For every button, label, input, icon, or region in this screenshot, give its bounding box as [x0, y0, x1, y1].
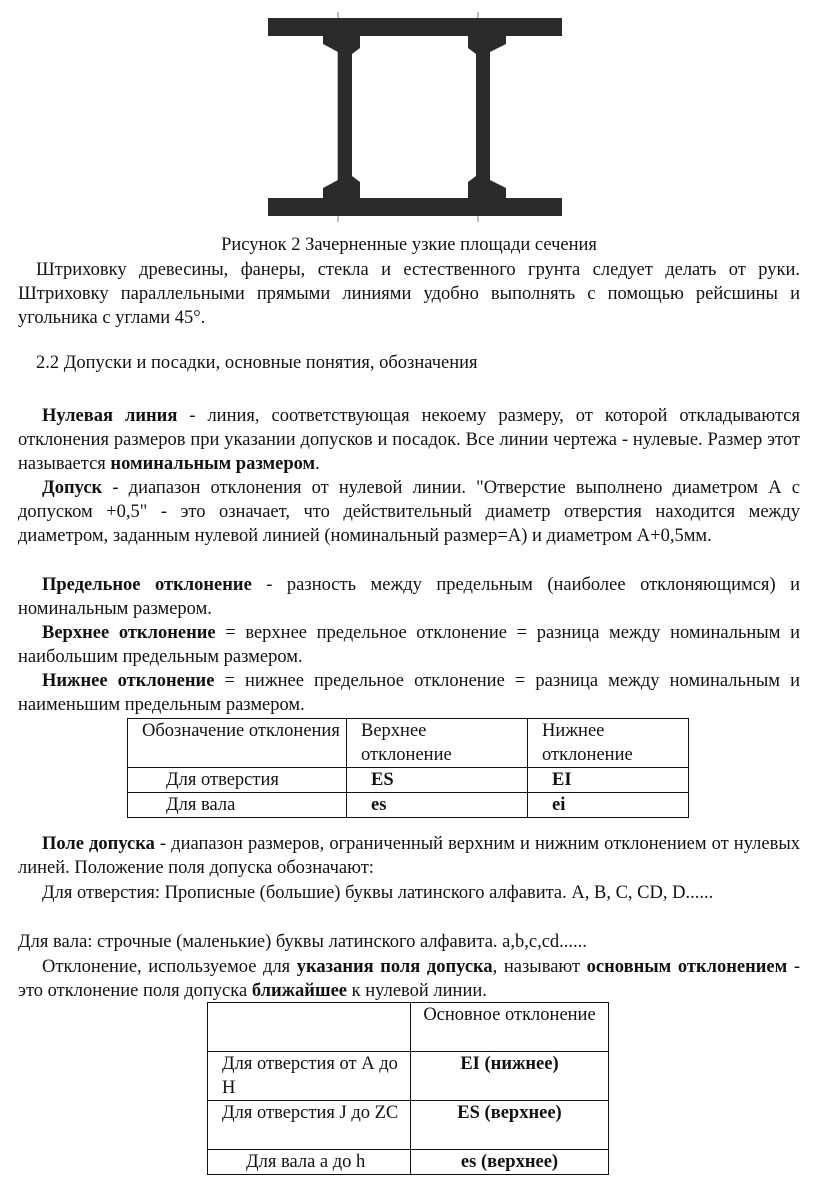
basic-deviation-paragraph: [18, 955, 800, 1003]
table-cell: es (верхнее): [411, 1150, 609, 1175]
zero-line-paragraph: [18, 404, 800, 476]
tolerance-field-text: - диапазон размеров, ограниченный верхним и нижним отклонением от нулевых линей. Положение поля допуска обозначают:: [18, 834, 801, 878]
table-cell-text: Для отверстия от А до Н: [222, 1054, 398, 1098]
upper-deviation-paragraph: [18, 621, 800, 669]
table-cell: Для вала a до h: [208, 1150, 411, 1175]
basic-deviation-text: - это отклонение поля допуска: [18, 957, 800, 1001]
table-row: [208, 1150, 609, 1175]
section-heading: 2.2 Допуски и посадки, основные понятия, обозначения: [36, 353, 478, 373]
table-row: [128, 793, 689, 818]
basic-deviation-bold: указания поля допуска: [296, 957, 493, 977]
table-header-row: [208, 1003, 609, 1052]
zero-line-text: - линия, соответствующая некоему размеру, от которой откладываются отклонения размеров при указании допусков и посадок. Все линии чертежа - нулевые. Размер этот называется: [18, 406, 801, 474]
table-cell: EI (нижнее): [411, 1052, 609, 1101]
section-figure: [268, 12, 562, 222]
table-cell: ei: [528, 793, 689, 818]
zero-line-term: Нулевая линия: [42, 406, 178, 426]
table-header-cell: [208, 1003, 411, 1052]
lower-deviation-text: = нижнее предельное отклонение = разница между номинальным и наименьшим предельным размером.: [18, 671, 800, 715]
table-header-row: [128, 719, 689, 768]
tolerance-field-term: Поле допуска: [42, 834, 155, 854]
basic-deviation-table: [207, 1002, 609, 1175]
basic-deviation-bold: основным отклонением: [586, 957, 788, 977]
table-cell: Для вала: [128, 793, 347, 818]
upper-deviation-term: Верхнее отклонение: [42, 623, 216, 643]
lower-deviation-paragraph: [18, 669, 800, 717]
table-cell: ES: [347, 768, 528, 793]
table-cell-text: Для отверстия J до ZC: [222, 1103, 399, 1123]
deviation-notation-table: [127, 718, 689, 818]
limit-deviation-text: - разность между предельным (наиболее отклоняющимся) и номинальным размером.: [18, 575, 800, 619]
basic-deviation-text: , называют: [492, 957, 587, 977]
basic-deviation-text: Отклонение, используемое для: [42, 957, 297, 977]
table-header-cell: Основное отклонение: [411, 1003, 609, 1052]
table-cell: [208, 1101, 411, 1150]
figure-caption: Рисунок 2 Зачерненные узкие площади сечения: [221, 235, 597, 255]
basic-deviation-text: к нулевой линии.: [347, 981, 487, 1001]
table-header-cell: Верхнее отклонение: [347, 719, 528, 768]
table-header-cell: Нижнее отклонение: [528, 719, 689, 768]
tolerance-term: Допуск: [42, 478, 103, 498]
limit-deviation-term: Предельное отклонение: [42, 575, 252, 595]
table-row: [208, 1101, 609, 1150]
table-cell: Для отверстия: [128, 768, 347, 793]
upper-deviation-text: = верхнее предельное отклонение = разница между номинальным и наибольшим предельным размером.: [18, 623, 800, 667]
tolerance-field-paragraph: [18, 832, 800, 880]
tolerance-text: - диапазон отклонения от нулевой линии. "Отверстие выполнено диаметром А с допуском +0,5" - это означает, что действительный диаметр отверстия находится между диаметром, заданным нулевой линией (номинальный размер=А) и диаметром А+0,5мм.: [18, 478, 800, 546]
table-cell: EI: [528, 768, 689, 793]
basic-deviation-bold: ближайшее: [251, 981, 348, 1001]
table-row: [128, 768, 689, 793]
nominal-size-term: номинальным размером: [110, 454, 316, 474]
table-header-cell: Обозначение отклонения: [128, 719, 347, 768]
tolerance-paragraph: [18, 476, 800, 548]
table-cell: es: [347, 793, 528, 818]
limit-deviation-paragraph: [18, 573, 800, 621]
table-cell: ES (верхнее): [411, 1101, 609, 1150]
zero-line-end: .: [315, 454, 320, 474]
hole-letters-paragraph: Для отверстия: Прописные (большие) буквы латинского алфавита. A, B, C, CD, D......: [42, 883, 714, 903]
lower-deviation-term: Нижнее отклонение: [42, 671, 215, 691]
shaft-letters-paragraph: Для вала: строчные (маленькие) буквы латинского алфавита. a,b,c,cd......: [18, 932, 587, 952]
table-cell: [208, 1052, 411, 1101]
hatching-paragraph: Штриховку древесины, фанеры, стекла и естественного грунта следует делать от руки. Штриховку параллельными прямыми линиями удобно выполнять с помощью рейсшины и угольника с углами 45°.: [18, 260, 800, 328]
table-row: [208, 1052, 609, 1101]
